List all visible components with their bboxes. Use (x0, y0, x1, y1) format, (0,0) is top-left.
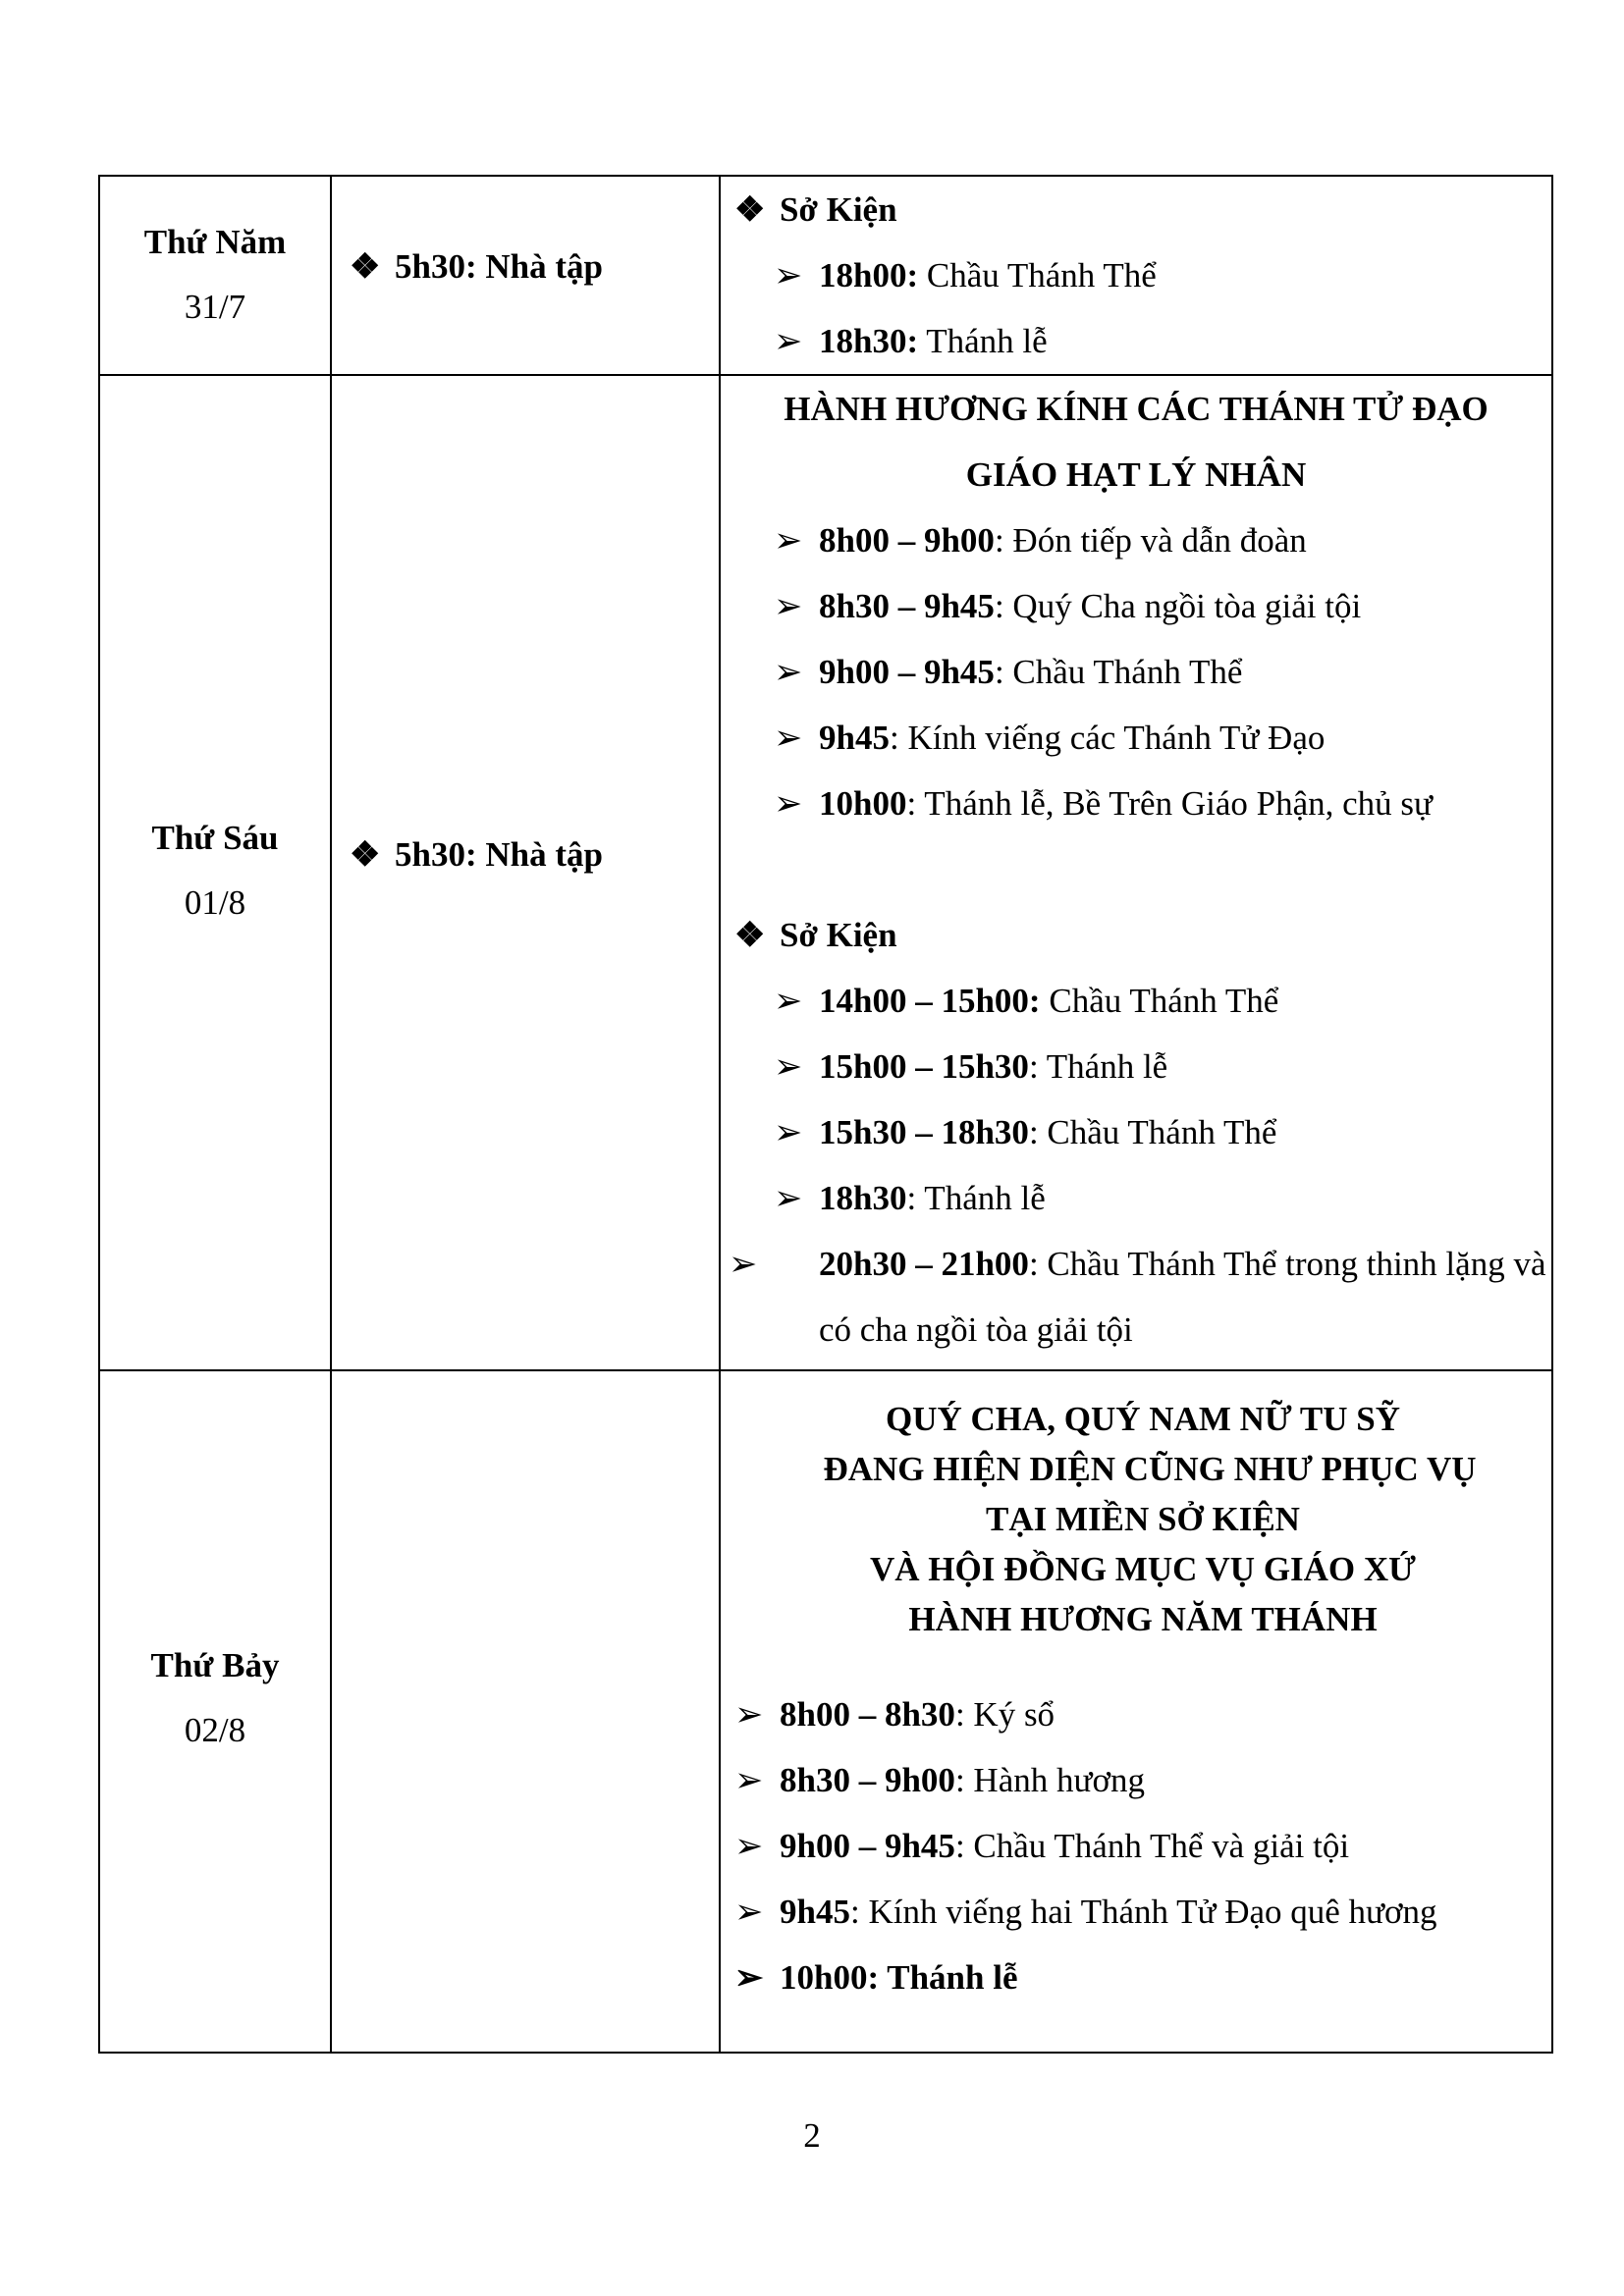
item-time: 18h30 (819, 1179, 907, 1217)
schedule-item (734, 1747, 1551, 1813)
arrow-bullet-icon: ➢ (734, 1893, 764, 1931)
place-heading: ❖ Sở Kiện (734, 177, 1551, 242)
arrow-bullet-icon: ➢ (774, 1047, 803, 1086)
notice-line: VÀ HỘI ĐỒNG MỤC VỤ GIÁO XỨ (869, 1550, 1417, 1588)
activities-cell (720, 375, 1552, 1370)
item-time: 9h45 (780, 1893, 850, 1931)
schedule-item (734, 1099, 1551, 1165)
day-date: 01/8 (184, 883, 246, 922)
schedule-item (734, 1879, 1551, 1945)
morning-cell-empty (331, 1370, 720, 2053)
notice-line: ĐANG HIỆN DIỆN CŨNG NHƯ PHỤC VỤ (823, 1450, 1477, 1488)
arrow-bullet-icon: ➢ (734, 1958, 764, 1997)
item-time: 8h30 – 9h45 (819, 587, 995, 625)
item-text: : Chầu Thánh Thể (1028, 1113, 1277, 1151)
schedule-item (734, 968, 1551, 1034)
item-text: Chầu Thánh Thể (1040, 982, 1279, 1020)
item-text: : Đón tiếp và dẫn đoàn (994, 521, 1307, 560)
item-time: 18h00: (819, 256, 919, 294)
notice-line: HÀNH HƯƠNG NĂM THÁNH (908, 1600, 1378, 1638)
item-text: : Chầu Thánh Thể trong thinh lặng và có cha ngồi tòa giải tội (819, 1245, 1546, 1349)
schedule-item (734, 705, 1551, 771)
day-cell (99, 375, 331, 1370)
morning-cell (331, 375, 720, 1370)
item-time: 15h30 – 18h30 (819, 1113, 1029, 1151)
item-text: : Thánh lễ, Bề Trên Giáo Phận, chủ sự (906, 784, 1433, 823)
schedule-item (734, 242, 1551, 308)
item-time: 8h30 – 9h00 (780, 1761, 955, 1799)
schedule-row-saturday (99, 1370, 1552, 2053)
item-text: : Chầu Thánh Thể (994, 653, 1243, 691)
diamond-bullet-icon: ❖ (350, 835, 381, 874)
schedule-item (734, 639, 1551, 705)
item-time: 20h30 – 21h00 (819, 1245, 1029, 1283)
arrow-bullet-icon: ➢ (729, 1245, 758, 1283)
item-time: 9h00 – 9h45 (780, 1827, 955, 1865)
item-time: 9h00 – 9h45 (819, 653, 995, 691)
arrow-bullet-icon: ➢ (774, 784, 803, 823)
schedule-item (734, 1813, 1551, 1879)
spacer (734, 836, 1551, 902)
item-text: : Ký sổ (954, 1695, 1056, 1734)
day-cell (99, 1370, 331, 2053)
schedule-item (734, 771, 1551, 836)
item-text: : Kính viếng các Thánh Tử Đạo (889, 719, 1326, 757)
item-text: : Thánh lễ (1028, 1047, 1168, 1086)
arrow-bullet-icon: ➢ (734, 1761, 764, 1799)
schedule-item (729, 1231, 1551, 1362)
notice-line: TẠI MIỀN SỞ KIỆN (986, 1500, 1300, 1538)
arrow-bullet-icon: ➢ (774, 719, 803, 757)
day-name: Thứ Năm (143, 223, 287, 261)
schedule-row-friday (99, 375, 1552, 1370)
activities-cell (720, 1370, 1552, 2053)
item-time: 10h00: Thánh lễ (780, 1958, 1018, 1997)
schedule-item (734, 1034, 1551, 1099)
item-time: 9h45 (819, 719, 890, 757)
notice-block (734, 1371, 1551, 1682)
schedule-table (98, 175, 1553, 2054)
item-text: Chầu Thánh Thể (918, 256, 1157, 294)
item-text: : Hành hương (954, 1761, 1145, 1799)
pilgrimage-title-line: HÀNH HƯƠNG KÍNH CÁC THÁNH TỬ ĐẠO (784, 390, 1489, 428)
arrow-bullet-icon: ➢ (774, 982, 803, 1020)
day-name: Thứ Bảy (150, 1646, 280, 1684)
item-text: : Kính viếng hai Thánh Tử Đạo quê hương (849, 1893, 1437, 1931)
item-text: : Quý Cha ngồi tòa giải tội (994, 587, 1362, 625)
arrow-bullet-icon: ➢ (734, 1695, 764, 1734)
morning-cell (331, 176, 720, 375)
page-number: 2 (803, 2116, 821, 2155)
diamond-bullet-icon: ❖ (734, 916, 766, 954)
morning-activity: 5h30: Nhà tập (395, 247, 603, 286)
day-date: 31/7 (184, 288, 246, 326)
arrow-bullet-icon: ➢ (774, 521, 803, 560)
schedule-item (734, 1165, 1551, 1231)
place-heading: ❖ Sở Kiện (734, 902, 1551, 968)
item-time: 15h00 – 15h30 (819, 1047, 1029, 1086)
item-time: 18h30: (819, 322, 919, 360)
arrow-bullet-icon: ➢ (774, 587, 803, 625)
schedule-item (734, 1682, 1551, 1747)
arrow-bullet-icon: ➢ (774, 1113, 803, 1151)
item-time: 8h00 – 9h00 (819, 521, 995, 560)
schedule-item (734, 507, 1551, 573)
item-time: 10h00 (819, 784, 907, 823)
arrow-bullet-icon: ➢ (734, 1827, 764, 1865)
morning-activity: 5h30: Nhà tập (395, 835, 603, 874)
schedule-row-thursday (99, 176, 1552, 375)
arrow-bullet-icon: ➢ (774, 256, 803, 294)
item-text: : Thánh lễ (906, 1179, 1046, 1217)
item-text: : Chầu Thánh Thể và giải tội (954, 1827, 1350, 1865)
item-time: 14h00 – 15h00: (819, 982, 1041, 1020)
item-text: Thánh lễ (918, 322, 1048, 360)
schedule-item (734, 573, 1551, 639)
day-name: Thứ Sáu (151, 819, 279, 857)
activities-cell (720, 176, 1552, 375)
notice-line: QUÝ CHA, QUÝ NAM NỮ TU SỸ (885, 1400, 1401, 1438)
diamond-bullet-icon: ❖ (350, 247, 381, 286)
schedule-item (734, 308, 1551, 374)
diamond-bullet-icon: ❖ (734, 190, 766, 229)
item-time: 8h00 – 8h30 (780, 1695, 955, 1734)
arrow-bullet-icon: ➢ (774, 1179, 803, 1217)
schedule-item (734, 1945, 1551, 2010)
day-date: 02/8 (184, 1711, 246, 1749)
arrow-bullet-icon: ➢ (774, 653, 803, 691)
pilgrimage-title-line: GIÁO HẠT LÝ NHÂN (965, 455, 1307, 494)
day-cell (99, 176, 331, 375)
arrow-bullet-icon: ➢ (774, 322, 803, 360)
